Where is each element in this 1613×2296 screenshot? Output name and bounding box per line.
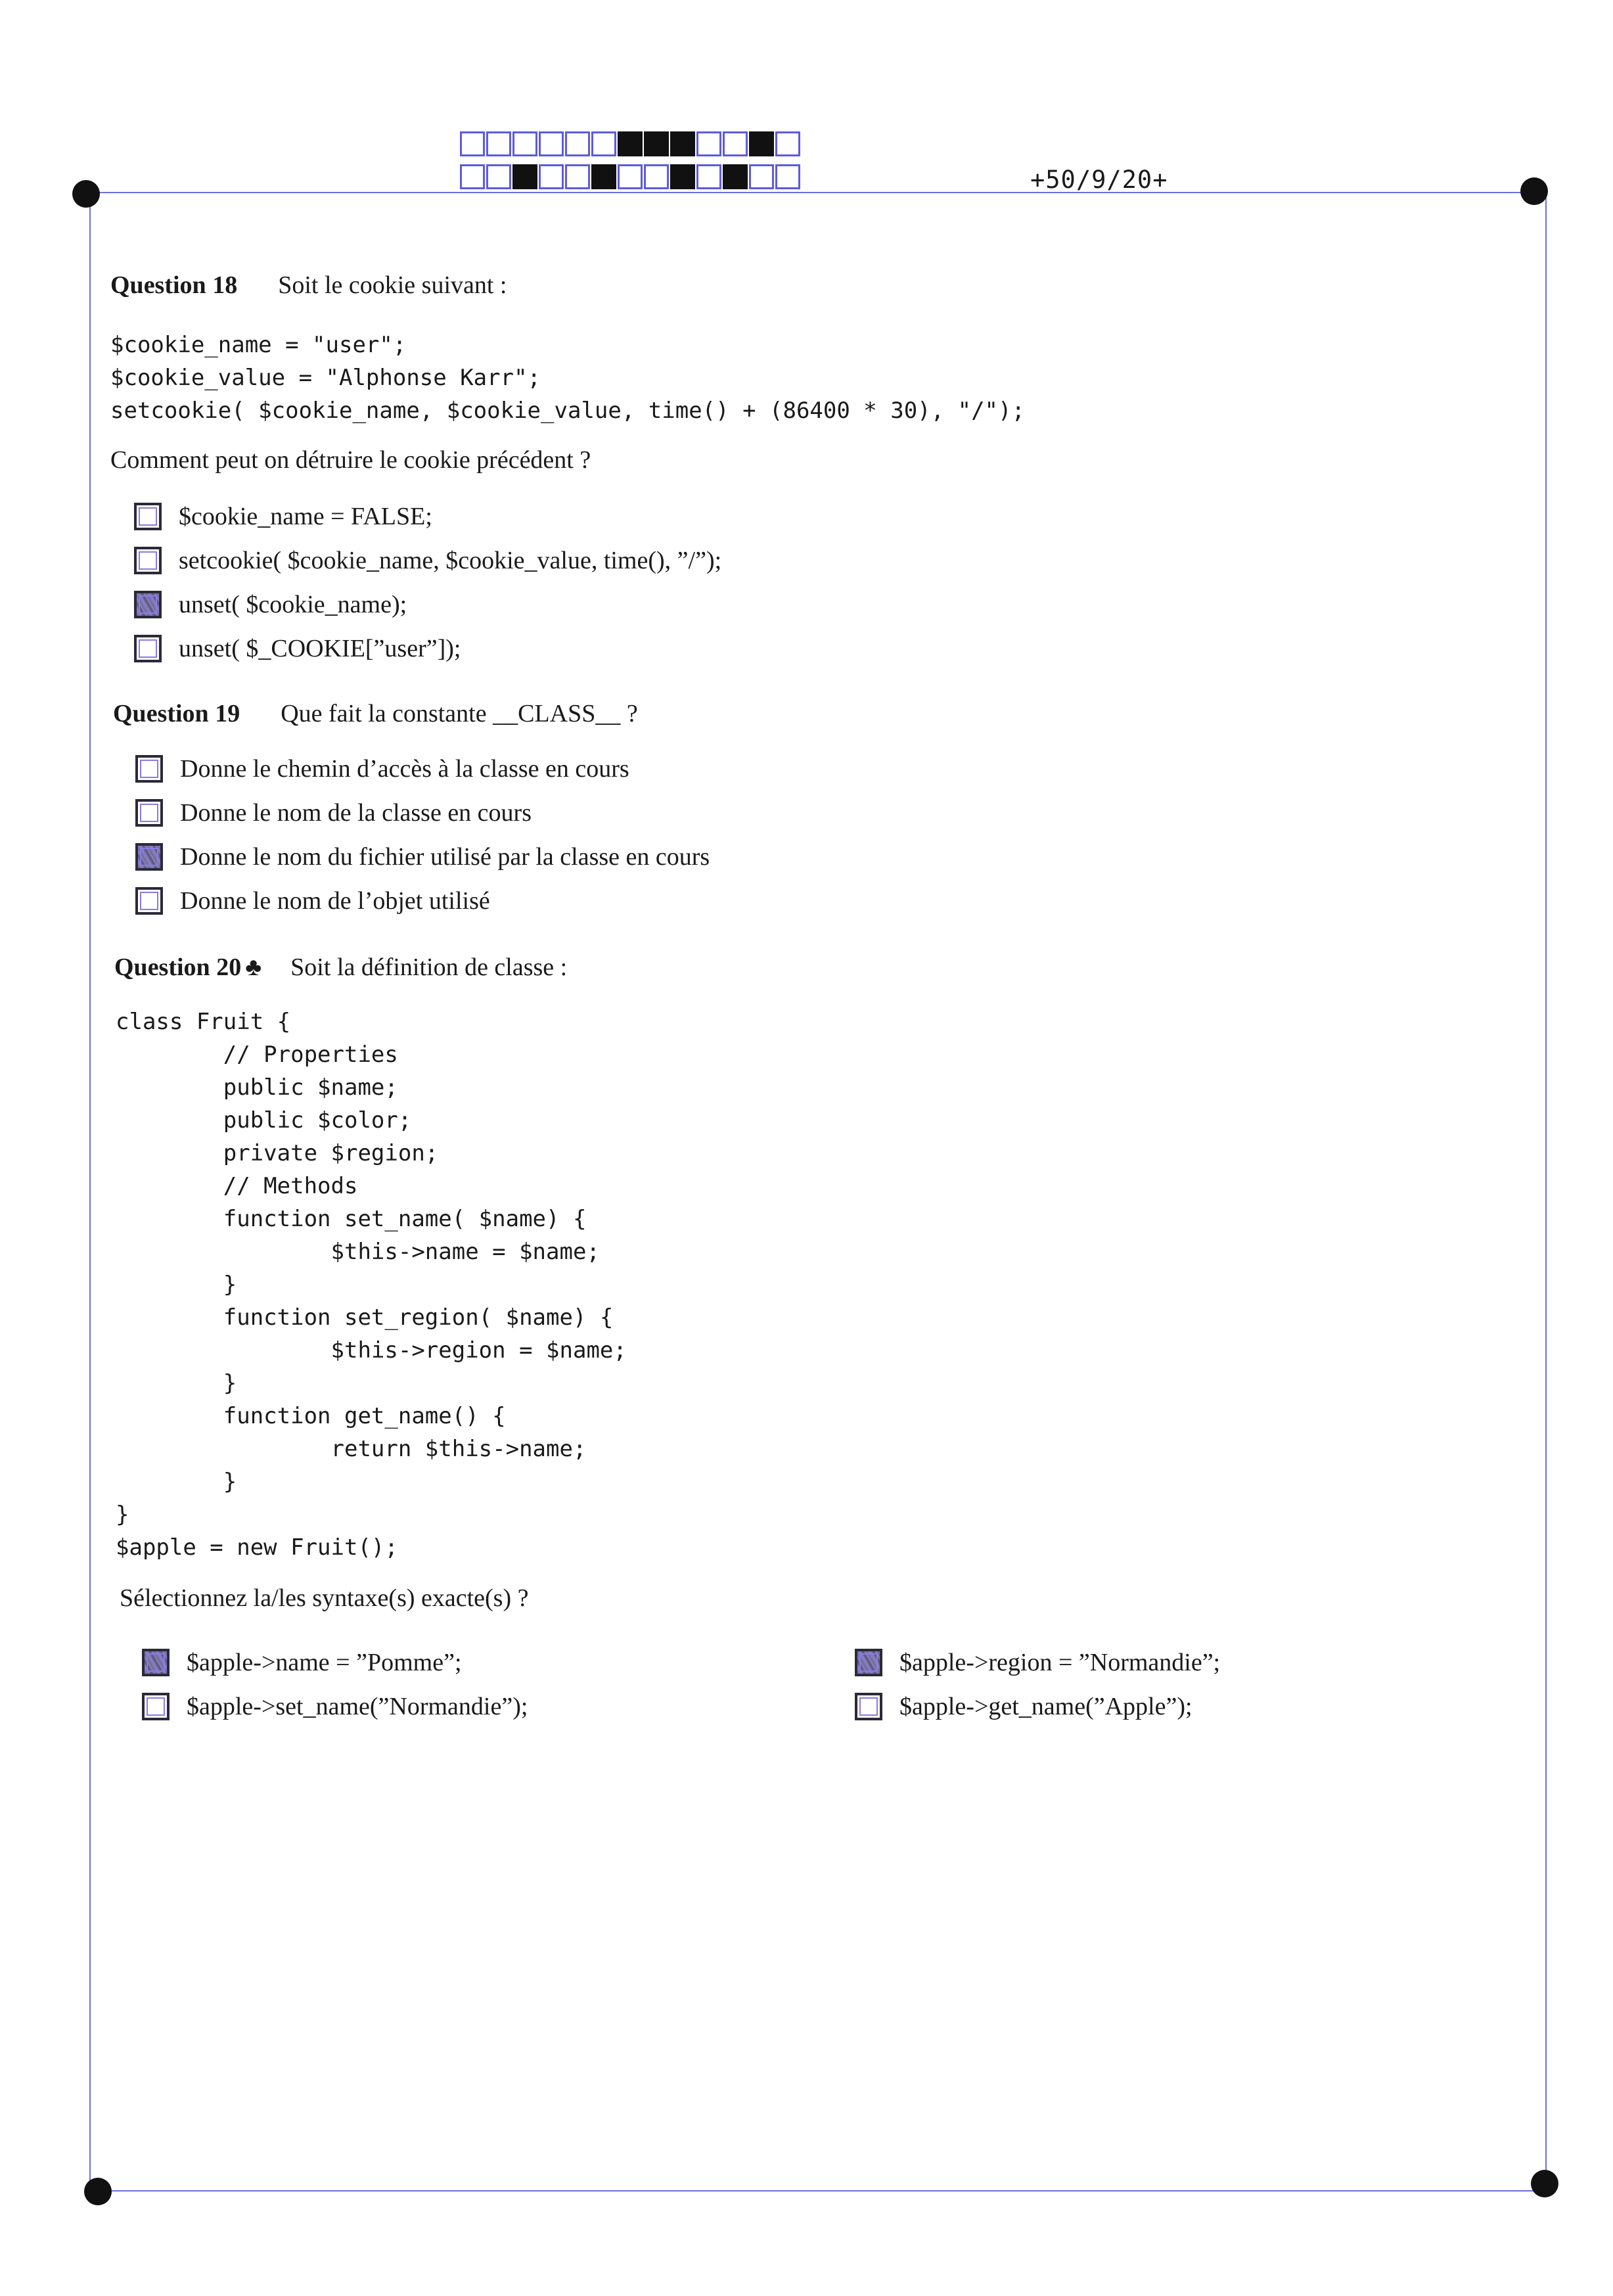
club-icon: ♣ <box>245 953 262 981</box>
barcode-row-2-cell <box>670 164 695 189</box>
question-19-options <box>135 746 710 923</box>
option-label: Donne le chemin d’accès à la classe en cours <box>180 754 629 783</box>
option-label: $apple->set_name(”Normandie”); <box>187 1692 528 1720</box>
barcode-row-2-cell <box>723 164 748 189</box>
barcode-row-1-cell <box>539 131 564 156</box>
barcode-row-1-cell <box>591 131 616 156</box>
answer-checkbox[interactable] <box>855 1693 882 1720</box>
barcode-row-2-cell <box>539 164 564 189</box>
barcode-row-1-cell <box>696 131 721 156</box>
barcode-row-2-cell <box>486 164 511 189</box>
q19-option-4[interactable] <box>135 879 710 923</box>
barcode-row-1-cell <box>512 131 537 156</box>
question-18-header <box>110 271 507 300</box>
answer-checkbox[interactable] <box>134 503 162 530</box>
question-18-prompt: Comment peut on détruire le cookie précédent ? <box>110 446 591 474</box>
q18-option-3[interactable] <box>134 582 721 626</box>
barcode-row-2-cell <box>644 164 669 189</box>
question-20-options <box>142 1640 1315 1728</box>
option-label: $apple->name = ”Pomme”; <box>187 1648 462 1676</box>
answer-checkbox[interactable] <box>135 843 163 871</box>
barcode-row-1-cell <box>775 131 800 156</box>
question-18-options <box>134 494 721 670</box>
answer-checkbox[interactable] <box>142 1649 170 1676</box>
q20-option-2[interactable] <box>855 1640 1315 1684</box>
answer-checkbox[interactable] <box>135 799 163 827</box>
question-20-label: Question 20 <box>114 953 242 981</box>
barcode-row-1-cell <box>670 131 695 156</box>
answer-checkbox[interactable] <box>142 1693 170 1720</box>
barcode-row-1-cell <box>644 131 669 156</box>
q20-option-4[interactable] <box>855 1684 1315 1728</box>
barcode-row-2-cell <box>618 164 643 189</box>
question-18-code: $cookie_name = "user"; $cookie_value = "Alphonse Karr"; setcookie( $cookie_name, $cookie_value, time() + (86400 * 30), "/"); <box>110 332 1025 424</box>
q19-option-3[interactable] <box>135 835 710 879</box>
answer-checkbox[interactable] <box>135 755 163 783</box>
corner-marker-bottom-right <box>1531 2170 1558 2197</box>
barcode-row-2-cell <box>591 164 616 189</box>
question-20-header <box>114 953 567 982</box>
question-19-label: Question 19 <box>113 700 240 727</box>
answer-checkbox[interactable] <box>134 591 162 618</box>
page-barcode-row-1 <box>460 131 802 156</box>
barcode-row-1-cell <box>460 131 485 156</box>
barcode-row-1-cell <box>723 131 748 156</box>
option-label: $apple->get_name(”Apple”); <box>899 1692 1193 1720</box>
page-barcode-row-2 <box>460 164 802 189</box>
question-18-label: Question 18 <box>110 271 238 299</box>
barcode-row-1-cell <box>749 131 774 156</box>
answer-checkbox[interactable] <box>855 1649 882 1676</box>
option-label: Donne le nom de l’objet utilisé <box>180 886 490 915</box>
barcode-row-2-cell <box>775 164 800 189</box>
question-20-text: Soit la définition de classe : <box>290 953 568 981</box>
option-label: unset( $_COOKIE[”user”]); <box>179 634 461 662</box>
question-19-text: Que fait la constante __CLASS__ ? <box>281 700 638 727</box>
answer-checkbox[interactable] <box>134 635 162 662</box>
barcode-row-2-cell <box>512 164 537 189</box>
option-label: $apple->region = ”Normandie”; <box>899 1648 1221 1676</box>
q18-option-1[interactable] <box>134 494 721 538</box>
barcode-row-2-cell <box>749 164 774 189</box>
barcode-row-2-cell <box>460 164 485 189</box>
q20-option-1[interactable] <box>142 1640 855 1684</box>
option-label: $cookie_name = FALSE; <box>179 502 432 530</box>
question-19-header <box>113 699 638 728</box>
corner-marker-bottom-left <box>84 2178 112 2205</box>
q18-option-4[interactable] <box>134 626 721 670</box>
question-18-text: Soit le cookie suivant : <box>278 271 507 299</box>
barcode-row-2-cell <box>696 164 721 189</box>
barcode-row-1-cell <box>565 131 590 156</box>
option-label: Donne le nom du fichier utilisé par la classe en cours <box>180 842 710 871</box>
option-label: setcookie( $cookie_name, $cookie_value, time(), ”/”); <box>179 546 722 574</box>
option-label: Donne le nom de la classe en cours <box>180 798 532 827</box>
page-identifier: +50/9/20+ <box>1030 166 1168 194</box>
corner-marker-top-left <box>72 180 100 208</box>
option-label: unset( $cookie_name); <box>179 590 407 618</box>
barcode-row-1-cell <box>618 131 643 156</box>
answer-checkbox[interactable] <box>135 887 163 915</box>
barcode-row-1-cell <box>486 131 511 156</box>
q19-option-1[interactable] <box>135 746 710 791</box>
q19-option-2[interactable] <box>135 791 710 835</box>
q20-option-3[interactable] <box>142 1684 855 1728</box>
question-20-prompt: Sélectionnez la/les syntaxe(s) exacte(s) ? <box>120 1584 529 1612</box>
barcode-row-2-cell <box>565 164 590 189</box>
corner-marker-top-right <box>1520 177 1548 205</box>
answer-checkbox[interactable] <box>134 547 162 574</box>
q18-option-2[interactable] <box>134 538 721 582</box>
question-20-code: class Fruit { // Properties public $name; public $color; private $region; // Methods function set_name( $name) { $this->name = $name; } function set_region( $name) { $this->region = $name; } function get_name() { return $this->name; } } $apple = new Fruit(); <box>116 1009 627 1561</box>
